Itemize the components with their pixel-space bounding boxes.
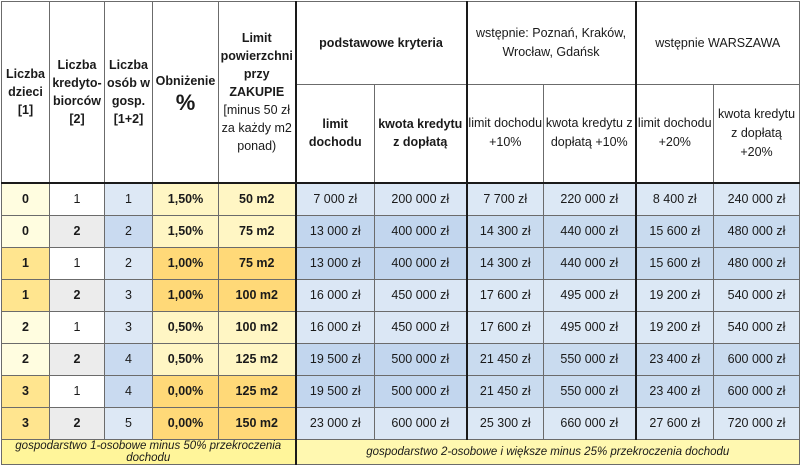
cell-loan: 450 000 zł	[375, 311, 467, 343]
header-area-limit	[219, 2, 296, 183]
cell-borrowers: 1	[50, 311, 105, 343]
cell-income: 13 000 zł	[296, 215, 375, 247]
cell-area: 150 m2	[219, 407, 296, 439]
cell-loan: 450 000 zł	[375, 279, 467, 311]
header-area-limit-bold: Limit powierzchni przy ZAKUPIE	[220, 30, 293, 99]
header-prelim-cities: wstępnie: Poznań, Kraków, Wrocław, Gdańsk	[467, 2, 636, 85]
cell-income-20: 27 600 zł	[636, 407, 714, 439]
cell-children: 2	[2, 311, 50, 343]
cell-area: 125 m2	[219, 343, 296, 375]
cell-income: 19 500 zł	[296, 343, 375, 375]
cell-persons: 5	[105, 407, 153, 439]
header-income-limit: limit dochodu	[296, 85, 375, 183]
cell-income-20: 19 200 zł	[636, 311, 714, 343]
header-area-limit-note: [minus 50 zł za każdy m2 ponad)	[221, 102, 292, 153]
cell-children: 2	[2, 343, 50, 375]
cell-loan: 600 000 zł	[375, 407, 467, 439]
cell-loan-10: 550 000 zł	[544, 375, 636, 407]
cell-children: 0	[2, 183, 50, 216]
cell-loan-20: 600 000 zł	[714, 375, 800, 407]
cell-persons: 2	[105, 247, 153, 279]
cell-loan-10: 440 000 zł	[544, 215, 636, 247]
table-row	[2, 407, 800, 439]
cell-loan-10: 220 000 zł	[544, 183, 636, 216]
cell-reduction: 1,50%	[153, 183, 219, 216]
cell-reduction: 0,50%	[153, 311, 219, 343]
cell-persons: 1	[105, 183, 153, 216]
cell-income: 16 000 zł	[296, 311, 375, 343]
cell-income: 19 500 zł	[296, 375, 375, 407]
cell-children: 3	[2, 375, 50, 407]
cell-income-10: 21 450 zł	[467, 375, 544, 407]
cell-loan-20: 600 000 zł	[714, 343, 800, 375]
cell-loan: 400 000 zł	[375, 247, 467, 279]
cell-loan-10: 495 000 zł	[544, 311, 636, 343]
cell-income-10: 14 300 zł	[467, 215, 544, 247]
cell-income: 16 000 zł	[296, 279, 375, 311]
cell-income-10: 14 300 zł	[467, 247, 544, 279]
cell-area: 50 m2	[219, 183, 296, 216]
header-borrowers: Liczba kredyto-biorców [2]	[50, 2, 105, 183]
cell-income-10: 17 600 zł	[467, 279, 544, 311]
cell-persons: 2	[105, 215, 153, 247]
cell-persons: 3	[105, 279, 153, 311]
cell-persons: 3	[105, 311, 153, 343]
header-loan-amount-20: kwota kredytu z dopłatą +20%	[714, 85, 800, 183]
cell-area: 75 m2	[219, 247, 296, 279]
cell-income-20: 15 600 zł	[636, 247, 714, 279]
header-reduction-symbol: %	[175, 89, 196, 115]
cell-borrowers: 2	[50, 279, 105, 311]
cell-reduction: 1,00%	[153, 247, 219, 279]
cell-loan-20: 480 000 zł	[714, 215, 800, 247]
cell-persons: 4	[105, 375, 153, 407]
cell-income-20: 23 400 zł	[636, 343, 714, 375]
header-reduction-label: Obniżenie	[155, 73, 216, 88]
header-income-limit-10: limit dochodu +10%	[467, 85, 544, 183]
cell-borrowers: 2	[50, 343, 105, 375]
cell-income-10: 7 700 zł	[467, 183, 544, 216]
cell-loan-20: 720 000 zł	[714, 407, 800, 439]
table-row	[2, 343, 800, 375]
cell-children: 0	[2, 215, 50, 247]
cell-loan-20: 540 000 zł	[714, 311, 800, 343]
cell-income-10: 17 600 zł	[467, 311, 544, 343]
cell-area: 125 m2	[219, 375, 296, 407]
cell-income: 7 000 zł	[296, 183, 375, 216]
header-basic-criteria: podstawowe kryteria	[296, 2, 467, 85]
cell-loan: 500 000 zł	[375, 375, 467, 407]
cell-loan: 200 000 zł	[375, 183, 467, 216]
cell-area: 100 m2	[219, 279, 296, 311]
cell-income-20: 15 600 zł	[636, 215, 714, 247]
cell-loan-10: 660 000 zł	[544, 407, 636, 439]
cell-area: 75 m2	[219, 215, 296, 247]
cell-borrowers: 2	[50, 215, 105, 247]
cell-borrowers: 2	[50, 407, 105, 439]
cell-loan-20: 540 000 zł	[714, 279, 800, 311]
cell-loan-20: 480 000 zł	[714, 247, 800, 279]
footer-row	[2, 439, 800, 464]
footer-note-multi: gospodarstwo 2-osobowe i większe minus 25% przekroczenia dochodu	[296, 439, 800, 464]
cell-reduction: 0,00%	[153, 375, 219, 407]
cell-reduction: 1,50%	[153, 215, 219, 247]
cell-income: 13 000 zł	[296, 247, 375, 279]
cell-loan: 400 000 zł	[375, 215, 467, 247]
cell-loan-20: 240 000 zł	[714, 183, 800, 216]
cell-children: 1	[2, 279, 50, 311]
cell-income-20: 19 200 zł	[636, 279, 714, 311]
cell-reduction: 1,00%	[153, 279, 219, 311]
cell-reduction: 0,00%	[153, 407, 219, 439]
cell-income: 23 000 zł	[296, 407, 375, 439]
table-row	[2, 183, 800, 216]
cell-income-10: 25 300 zł	[467, 407, 544, 439]
header-loan-amount: kwota kredytu z dopłatą	[375, 85, 467, 183]
cell-borrowers: 1	[50, 183, 105, 216]
table-row	[2, 247, 800, 279]
header-children: Liczba dzieci [1]	[2, 2, 50, 183]
footer-note-single: gospodarstwo 1-osobowe minus 50% przekroczenia dochodu	[2, 439, 296, 464]
cell-loan-10: 550 000 zł	[544, 343, 636, 375]
table-row	[2, 311, 800, 343]
cell-area: 100 m2	[219, 311, 296, 343]
cell-reduction: 0,50%	[153, 343, 219, 375]
header-persons: Liczba osób w gosp. [1+2]	[105, 2, 153, 183]
cell-persons: 4	[105, 343, 153, 375]
cell-children: 3	[2, 407, 50, 439]
cell-income-20: 23 400 zł	[636, 375, 714, 407]
cell-loan-10: 495 000 zł	[544, 279, 636, 311]
cell-borrowers: 1	[50, 247, 105, 279]
cell-children: 1	[2, 247, 50, 279]
table-row	[2, 375, 800, 407]
header-prelim-warsaw: wstępnie WARSZAWA	[636, 2, 800, 85]
loan-criteria-table	[1, 1, 800, 465]
header-income-limit-20: limit dochodu +20%	[636, 85, 714, 183]
table-row	[2, 279, 800, 311]
cell-income-20: 8 400 zł	[636, 183, 714, 216]
cell-loan-10: 440 000 zł	[544, 247, 636, 279]
cell-income-10: 21 450 zł	[467, 343, 544, 375]
table-row	[2, 215, 800, 247]
header-loan-amount-10: kwota kredytu z dopłatą +10%	[544, 85, 636, 183]
cell-loan: 500 000 zł	[375, 343, 467, 375]
cell-borrowers: 1	[50, 375, 105, 407]
header-reduction	[153, 2, 219, 183]
